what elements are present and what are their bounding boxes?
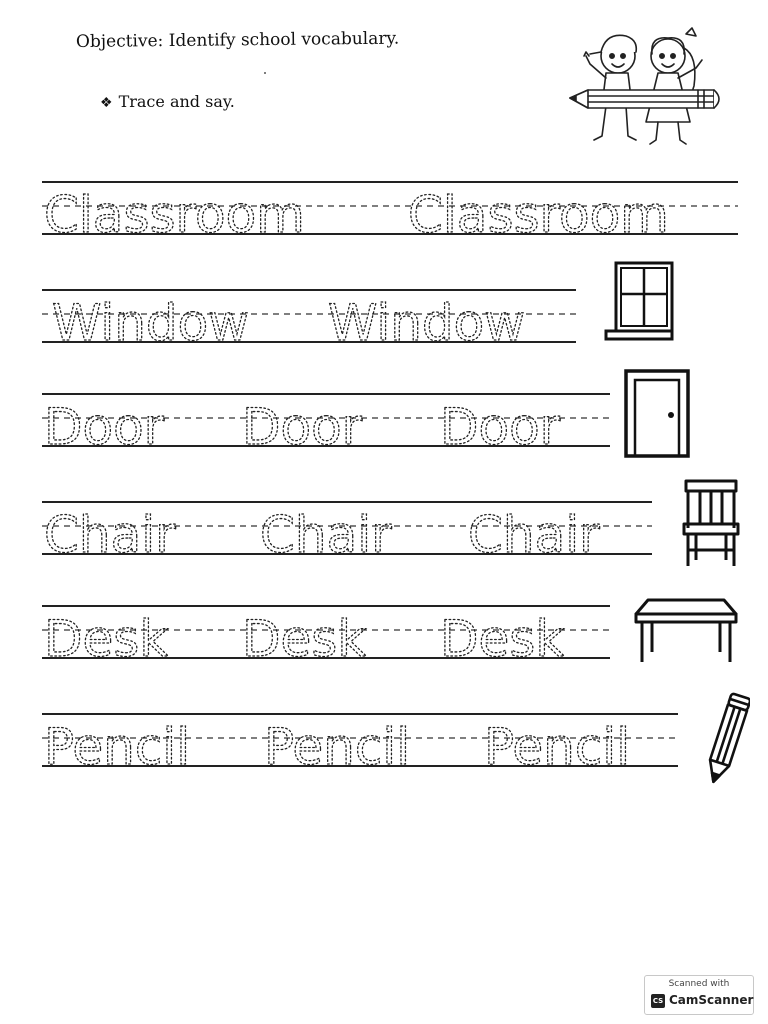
trace-word: Pencil: [484, 718, 631, 776]
trace-word: Window: [328, 294, 526, 352]
trace-word: Chair: [260, 506, 392, 564]
trace-word: Window: [52, 294, 250, 352]
scanned-with-text: Scanned with: [668, 979, 730, 989]
trace-row-window: [38, 288, 578, 352]
trace-word: Desk: [440, 610, 565, 668]
trace-lines: [38, 392, 614, 456]
trace-word: Door: [44, 398, 165, 456]
trace-word: Classroom: [44, 186, 305, 244]
kids-with-pencil-illustration: [566, 26, 726, 152]
trace-word: Door: [242, 398, 363, 456]
trace-word: Pencil: [44, 718, 191, 776]
trace-word: Door: [440, 398, 561, 456]
trace-row-chair: [38, 500, 654, 564]
window-icon: [604, 260, 674, 342]
instruction-bullet: ❖: [100, 95, 113, 111]
trace-lines: [38, 180, 738, 244]
pencil-icon: [704, 690, 750, 790]
trace-row-pencil: [38, 712, 682, 776]
objective-text: Objective: Identify school vocabulary.: [75, 28, 400, 52]
trace-lines: [38, 288, 578, 352]
trace-word: Chair: [468, 506, 600, 564]
stray-dot: [264, 72, 266, 74]
camscanner-brand: CamScanner: [669, 993, 754, 1007]
trace-row-desk: [38, 604, 614, 668]
chair-icon: [680, 478, 742, 570]
trace-lines: [38, 712, 682, 776]
trace-lines: [38, 500, 654, 564]
camscanner-badge: [644, 975, 754, 1015]
trace-word: Desk: [242, 610, 367, 668]
instruction-text: Trace and say.: [118, 92, 235, 111]
camscanner-logo-icon: CS: [651, 994, 665, 1008]
door-icon: [622, 368, 692, 460]
trace-lines: [38, 604, 614, 668]
trace-row-door: [38, 392, 614, 456]
trace-word: Classroom: [408, 186, 669, 244]
trace-word: Desk: [44, 610, 169, 668]
trace-word: Pencil: [264, 718, 411, 776]
trace-row-classroom: [38, 180, 738, 244]
instruction: [100, 92, 235, 111]
desk-icon: [632, 596, 740, 666]
trace-word: Chair: [44, 506, 176, 564]
